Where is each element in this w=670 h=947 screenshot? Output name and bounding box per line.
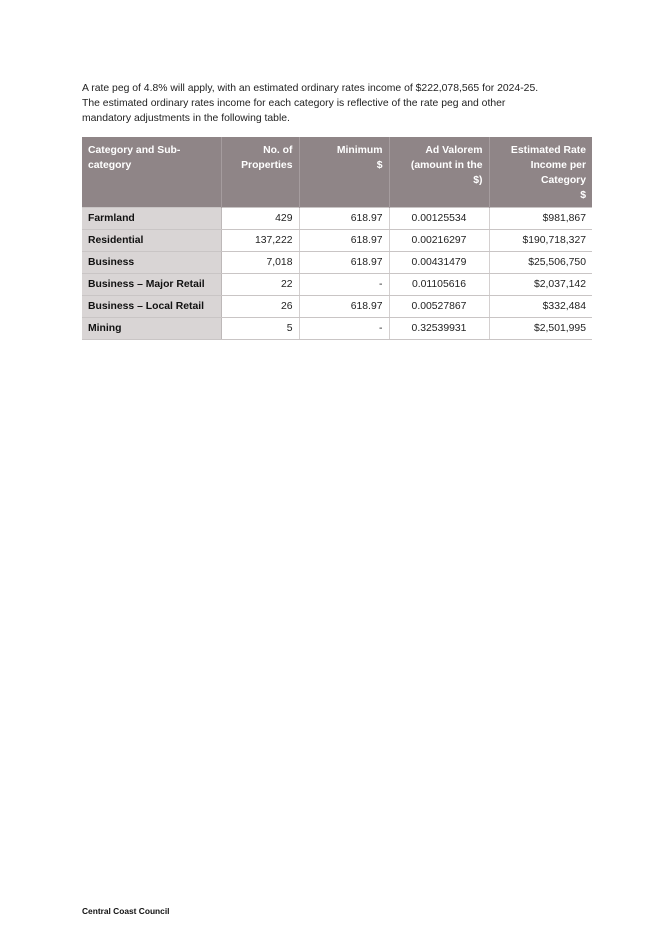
row-properties: 7,018 [221,252,299,274]
row-properties: 26 [221,296,299,318]
intro-line-2: The estimated ordinary rates income for each category is reflective of the rate peg and other [82,98,506,109]
row-minimum: 618.97 [299,252,389,274]
row-properties: 429 [221,208,299,230]
row-minimum: 618.97 [299,296,389,318]
row-category: Business – Local Retail [82,296,221,318]
row-ad-valorem: 0.01105616 [389,274,489,296]
table-row [82,208,592,230]
row-minimum: - [299,318,389,340]
row-minimum: 618.97 [299,230,389,252]
header-category: Category and Sub- category [82,137,221,208]
footer-organization: Central Coast Council [82,906,170,916]
row-ad-valorem: 0.00216297 [389,230,489,252]
intro-line-3: mandatory adjustments in the following table. [82,113,290,124]
row-category: Residential [82,230,221,252]
row-income: $190,718,327 [489,230,592,252]
table-row [82,318,592,340]
row-minimum: - [299,274,389,296]
intro-paragraph [82,81,592,126]
row-income: $25,506,750 [489,252,592,274]
row-income: $2,037,142 [489,274,592,296]
row-category: Farmland [82,208,221,230]
row-income: $981,867 [489,208,592,230]
row-properties: 137,222 [221,230,299,252]
row-properties: 22 [221,274,299,296]
header-properties: No. of Properties [221,137,299,208]
rates-table [82,137,592,340]
row-ad-valorem: 0.32539931 [389,318,489,340]
table-row [82,274,592,296]
row-minimum: 618.97 [299,208,389,230]
header-ad-valorem: Ad Valorem (amount in the $) [389,137,489,208]
row-ad-valorem: 0.00431479 [389,252,489,274]
table-row [82,252,592,274]
intro-line-1: A rate peg of 4.8% will apply, with an estimated ordinary rates income of $222,078,565 for 2024-25. [82,83,539,94]
header-minimum: Minimum $ [299,137,389,208]
row-ad-valorem: 0.00527867 [389,296,489,318]
header-estimated-income: Estimated Rate Income per Category $ [489,137,592,208]
row-category: Business [82,252,221,274]
row-income: $332,484 [489,296,592,318]
table-header-row [82,137,592,208]
row-income: $2,501,995 [489,318,592,340]
row-category: Mining [82,318,221,340]
table-row [82,230,592,252]
row-category: Business – Major Retail [82,274,221,296]
row-properties: 5 [221,318,299,340]
row-ad-valorem: 0.00125534 [389,208,489,230]
table-row [82,296,592,318]
